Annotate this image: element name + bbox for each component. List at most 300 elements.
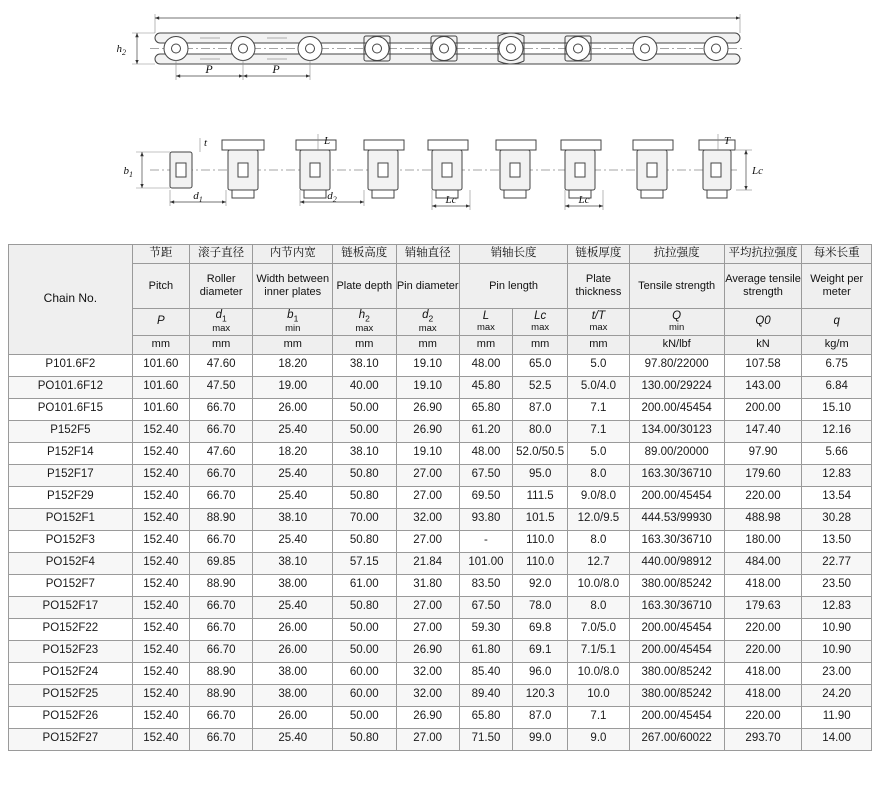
cell-value: 27.00	[396, 728, 459, 750]
cell-value: 50.00	[333, 706, 396, 728]
header-unit-tensile-strength: kN/lbf	[629, 335, 724, 354]
cell-value: 130.00/29224	[629, 376, 724, 398]
cell-value: 13.54	[802, 486, 872, 508]
table-row	[9, 728, 872, 750]
cell-chain-no: PO101.6F15	[9, 398, 133, 420]
cell-value: 110.0	[513, 530, 568, 552]
cell-value: 5.0	[568, 442, 629, 464]
cell-value: 7.1	[568, 706, 629, 728]
cell-value: 6.75	[802, 354, 872, 376]
cell-value: 18.20	[253, 354, 333, 376]
table-row	[9, 420, 872, 442]
cell-value: 5.0	[568, 354, 629, 376]
table-row	[9, 662, 872, 684]
cell-value: 152.40	[132, 486, 189, 508]
cell-chain-no: PO152F24	[9, 662, 133, 684]
cell-value: 92.0	[513, 574, 568, 596]
cell-value: 143.00	[724, 376, 802, 398]
cell-value: 484.00	[724, 552, 802, 574]
cell-value: 85.40	[459, 662, 512, 684]
cell-value: 27.00	[396, 596, 459, 618]
cell-chain-no: P101.6F2	[9, 354, 133, 376]
header-unit-pitch: mm	[132, 335, 189, 354]
cell-value: 488.98	[724, 508, 802, 530]
cell-value: 97.90	[724, 442, 802, 464]
cell-value: 69.85	[189, 552, 252, 574]
cell-value: 87.0	[513, 706, 568, 728]
cell-value: 69.8	[513, 618, 568, 640]
cell-value: 32.00	[396, 662, 459, 684]
header-row-units	[9, 335, 872, 354]
cell-value: 267.00/60022	[629, 728, 724, 750]
header-cn-pin-diameter: 销轴直径	[396, 245, 459, 264]
cell-value: 200.00	[724, 398, 802, 420]
cell-value: 19.10	[396, 376, 459, 398]
cell-value: 47.50	[189, 376, 252, 398]
cell-value: 65.80	[459, 706, 512, 728]
cell-value: 220.00	[724, 706, 802, 728]
header-cn-plate-thickness: 链板厚度	[568, 245, 629, 264]
cell-value: 101.5	[513, 508, 568, 530]
table-row	[9, 618, 872, 640]
cell-value: 9.0/8.0	[568, 486, 629, 508]
cell-chain-no: P152F17	[9, 464, 133, 486]
cell-value: 65.80	[459, 398, 512, 420]
cell-value: 25.40	[253, 464, 333, 486]
header-unit-pin-length-L: mm	[459, 335, 512, 354]
cell-value: 13.50	[802, 530, 872, 552]
cell-value: 57.15	[333, 552, 396, 574]
header-cn-pin-length: 销轴长度	[459, 245, 567, 264]
cell-value: 52.5	[513, 376, 568, 398]
cell-value: 163.30/36710	[629, 530, 724, 552]
cell-value: 418.00	[724, 684, 802, 706]
header-chain-no: Chain No.	[9, 245, 133, 355]
cell-value: 163.30/36710	[629, 596, 724, 618]
table-row	[9, 596, 872, 618]
cell-value: 12.7	[568, 552, 629, 574]
cell-value: 60.00	[333, 684, 396, 706]
label-Lc-2: Lc	[578, 194, 590, 206]
cell-chain-no: PO152F1	[9, 508, 133, 530]
header-en-pin-diameter: Pin diameter	[396, 264, 459, 309]
cell-value: 19.00	[253, 376, 333, 398]
cell-value: 9.0	[568, 728, 629, 750]
cell-chain-no: P152F29	[9, 486, 133, 508]
cell-value: 15.10	[802, 398, 872, 420]
cell-value: 80.0	[513, 420, 568, 442]
cell-value: 25.40	[253, 486, 333, 508]
cell-value: 26.90	[396, 640, 459, 662]
cell-value: 10.90	[802, 618, 872, 640]
cell-chain-no: P152F14	[9, 442, 133, 464]
cell-value: 38.10	[253, 552, 333, 574]
cell-value: 418.00	[724, 574, 802, 596]
cell-value: 38.00	[253, 662, 333, 684]
cell-value: 66.70	[189, 596, 252, 618]
cell-chain-no: PO152F26	[9, 706, 133, 728]
cell-value: 21.84	[396, 552, 459, 574]
cell-value: 66.70	[189, 486, 252, 508]
cell-value: 10.0	[568, 684, 629, 706]
cell-value: 25.40	[253, 728, 333, 750]
cell-value: 12.83	[802, 464, 872, 486]
cell-value: 32.00	[396, 508, 459, 530]
label-b1: $b_1$	[123, 165, 133, 179]
header-en-roller-diameter: Roller diameter	[189, 264, 252, 309]
top-view	[117, 14, 746, 80]
cell-value: 179.60	[724, 464, 802, 486]
table-row	[9, 354, 872, 376]
header-en-width-between-inner-plates: Width between inner plates	[253, 264, 333, 309]
cell-value: 5.66	[802, 442, 872, 464]
cell-value: 12.0/9.5	[568, 508, 629, 530]
cell-value: 50.80	[333, 486, 396, 508]
table-body	[9, 354, 872, 750]
header-sym-pin-length-L: L max	[459, 309, 512, 336]
header-sym-plate-depth: $h_2$ max	[333, 309, 396, 336]
cell-value: 101.60	[132, 354, 189, 376]
header-en-tensile-strength: Tensile strength	[629, 264, 724, 309]
cell-chain-no: PO152F22	[9, 618, 133, 640]
cell-value: 152.40	[132, 574, 189, 596]
table-row	[9, 398, 872, 420]
cell-value: 7.1	[568, 398, 629, 420]
cell-value: 7.1	[568, 420, 629, 442]
header-unit-pin-length-Lc: mm	[513, 335, 568, 354]
cell-value: 152.40	[132, 508, 189, 530]
header-sym-roller-diameter: $d_1$ max	[189, 309, 252, 336]
cell-value: 89.40	[459, 684, 512, 706]
table-row	[9, 508, 872, 530]
cell-value: 200.00/45454	[629, 486, 724, 508]
cell-chain-no: PO152F3	[9, 530, 133, 552]
cell-value: 47.60	[189, 442, 252, 464]
header-en-pitch: Pitch	[132, 264, 189, 309]
cell-value: 8.0	[568, 464, 629, 486]
cell-value: 152.40	[132, 662, 189, 684]
header-en-average-tensile-strength: Average tensile strength	[724, 264, 802, 309]
cell-chain-no: PO152F7	[9, 574, 133, 596]
header-en-plate-thickness: Plate thickness	[568, 264, 629, 309]
label-p-1: P	[205, 62, 213, 76]
header-sym-tensile-strength: Q min	[629, 309, 724, 336]
cell-value: 61.80	[459, 640, 512, 662]
header-sym-pin-length-Lc: Lc max	[513, 309, 568, 336]
cell-value: 12.16	[802, 420, 872, 442]
label-d1: $d_1$	[193, 190, 203, 204]
header-row-chinese	[9, 245, 872, 264]
cell-value: 101.60	[132, 398, 189, 420]
cell-value: 24.20	[802, 684, 872, 706]
table-row	[9, 486, 872, 508]
cell-value: 152.40	[132, 530, 189, 552]
cell-value: 134.00/30123	[629, 420, 724, 442]
cell-value: 220.00	[724, 486, 802, 508]
cell-value: 95.0	[513, 464, 568, 486]
chain-spec-table	[8, 244, 872, 751]
cell-value: 50.80	[333, 728, 396, 750]
cell-value: 19.10	[396, 354, 459, 376]
cell-value: 78.0	[513, 596, 568, 618]
cell-value: 69.50	[459, 486, 512, 508]
table-head	[9, 245, 872, 355]
cell-chain-no: PO152F23	[9, 640, 133, 662]
cell-value: 152.40	[132, 640, 189, 662]
header-sym-width-between-inner-plates: $b_1$ min	[253, 309, 333, 336]
cell-chain-no: PO101.6F12	[9, 376, 133, 398]
cell-value: 25.40	[253, 596, 333, 618]
cell-value: 152.40	[132, 706, 189, 728]
cell-value: 418.00	[724, 662, 802, 684]
cell-value: 38.00	[253, 684, 333, 706]
cell-value: 66.70	[189, 464, 252, 486]
header-row-english	[9, 264, 872, 309]
cell-value: 147.40	[724, 420, 802, 442]
cell-value: 110.0	[513, 552, 568, 574]
header-cn-plate-depth: 链板高度	[333, 245, 396, 264]
cell-value: 65.0	[513, 354, 568, 376]
cell-value: 26.00	[253, 706, 333, 728]
cell-value: 69.1	[513, 640, 568, 662]
cell-value: 59.30	[459, 618, 512, 640]
cell-value: 60.00	[333, 662, 396, 684]
cell-value: 50.80	[333, 596, 396, 618]
drawing-svg	[0, 0, 881, 238]
cell-value: 10.0/8.0	[568, 662, 629, 684]
cell-value: 179.63	[724, 596, 802, 618]
cell-chain-no: PO152F17	[9, 596, 133, 618]
cell-value: 152.40	[132, 552, 189, 574]
cell-value: 27.00	[396, 486, 459, 508]
cell-value: 111.5	[513, 486, 568, 508]
header-unit-roller-diameter: mm	[189, 335, 252, 354]
cell-value: 18.20	[253, 442, 333, 464]
cell-value: 66.70	[189, 728, 252, 750]
header-en-weight-per-meter: Weight per meter	[802, 264, 872, 309]
header-en-plate-depth: Plate depth	[333, 264, 396, 309]
header-sym-average-tensile-strength: Q0	[724, 309, 802, 336]
cell-value: 10.90	[802, 640, 872, 662]
cell-value: 38.00	[253, 574, 333, 596]
cell-value: 25.40	[253, 530, 333, 552]
cell-value: 380.00/85242	[629, 662, 724, 684]
cell-value: 50.00	[333, 420, 396, 442]
cell-value: 380.00/85242	[629, 574, 724, 596]
header-sym-pitch: P	[132, 309, 189, 336]
cell-value: 93.80	[459, 508, 512, 530]
cell-value: 200.00/45454	[629, 640, 724, 662]
cell-value: 23.50	[802, 574, 872, 596]
cell-value: 200.00/45454	[629, 398, 724, 420]
cell-value: 444.53/99930	[629, 508, 724, 530]
cell-value: 7.0/5.0	[568, 618, 629, 640]
cell-value: 26.90	[396, 706, 459, 728]
cell-value: 180.00	[724, 530, 802, 552]
cell-value: 152.40	[132, 728, 189, 750]
cell-value: 440.00/98912	[629, 552, 724, 574]
cell-value: 66.70	[189, 398, 252, 420]
cell-chain-no: P152F5	[9, 420, 133, 442]
cell-value: 11.90	[802, 706, 872, 728]
cell-value: 67.50	[459, 464, 512, 486]
header-unit-plate-depth: mm	[333, 335, 396, 354]
label-L: L	[324, 135, 331, 147]
cell-value: 99.0	[513, 728, 568, 750]
cell-chain-no: PO152F25	[9, 684, 133, 706]
chain-technical-drawing	[0, 0, 881, 238]
cell-value: 50.80	[333, 530, 396, 552]
spec-table-container	[8, 244, 872, 751]
cell-value: 61.20	[459, 420, 512, 442]
header-sym-plate-thickness: t/T max	[568, 309, 629, 336]
cell-value: 66.70	[189, 640, 252, 662]
cell-chain-no: PO152F4	[9, 552, 133, 574]
cell-value: 66.70	[189, 618, 252, 640]
cell-value: 5.0/4.0	[568, 376, 629, 398]
cell-value: 8.0	[568, 530, 629, 552]
cell-value: 152.40	[132, 684, 189, 706]
header-unit-pin-diameter: mm	[396, 335, 459, 354]
cell-chain-no: PO152F27	[9, 728, 133, 750]
cell-value: 152.40	[132, 618, 189, 640]
header-cn-width-between-inner-plates: 内节内宽	[253, 245, 333, 264]
cell-value: 50.00	[333, 618, 396, 640]
cell-value: 26.00	[253, 398, 333, 420]
cell-value: 26.00	[253, 640, 333, 662]
cell-value: 88.90	[189, 662, 252, 684]
header-sym-weight-per-meter: q	[802, 309, 872, 336]
cell-value: 66.70	[189, 420, 252, 442]
cell-value: 38.10	[333, 354, 396, 376]
header-sym-pin-diameter: $d_2$ max	[396, 309, 459, 336]
cell-value: 87.0	[513, 398, 568, 420]
label-Lc-1: Lc	[445, 194, 457, 206]
label-h2: $h_2$	[116, 43, 126, 57]
cell-value: 380.00/85242	[629, 684, 724, 706]
cell-value: 8.0	[568, 596, 629, 618]
header-unit-width-between-inner-plates: mm	[253, 335, 333, 354]
cell-value: 26.90	[396, 398, 459, 420]
header-cn-roller-diameter: 滚子直径	[189, 245, 252, 264]
cell-value: 19.10	[396, 442, 459, 464]
cell-value: 83.50	[459, 574, 512, 596]
cell-value: 48.00	[459, 354, 512, 376]
cell-value: 66.70	[189, 530, 252, 552]
cell-value: 71.50	[459, 728, 512, 750]
cell-value: 220.00	[724, 618, 802, 640]
header-cn-pitch: 节距	[132, 245, 189, 264]
cell-value: 70.00	[333, 508, 396, 530]
cell-value: 12.83	[802, 596, 872, 618]
label-Lc-right: Lc	[752, 165, 763, 177]
cell-value: -	[459, 530, 512, 552]
cell-value: 14.00	[802, 728, 872, 750]
cell-value: 52.0/50.5	[513, 442, 568, 464]
table-row	[9, 640, 872, 662]
cell-value: 31.80	[396, 574, 459, 596]
table-row	[9, 530, 872, 552]
cell-value: 101.00	[459, 552, 512, 574]
header-row-symbols	[9, 309, 872, 336]
header-cn-weight-per-meter: 每米长重	[802, 245, 872, 264]
cell-value: 61.00	[333, 574, 396, 596]
cell-value: 6.84	[802, 376, 872, 398]
label-p-2: P	[272, 62, 280, 76]
header-unit-average-tensile-strength: kN	[724, 335, 802, 354]
cell-value: 45.80	[459, 376, 512, 398]
cell-value: 48.00	[459, 442, 512, 464]
cell-value: 89.00/20000	[629, 442, 724, 464]
cell-value: 25.40	[253, 420, 333, 442]
cell-value: 120.3	[513, 684, 568, 706]
header-cn-average-tensile-strength: 平均抗拉强度	[724, 245, 802, 264]
cell-value: 88.90	[189, 574, 252, 596]
table-row	[9, 684, 872, 706]
cell-value: 26.90	[396, 420, 459, 442]
header-unit-plate-thickness: mm	[568, 335, 629, 354]
cell-value: 152.40	[132, 464, 189, 486]
cell-value: 152.40	[132, 420, 189, 442]
header-cn-tensile-strength: 抗拉强度	[629, 245, 724, 264]
header-unit-weight-per-meter: kg/m	[802, 335, 872, 354]
cell-value: 27.00	[396, 464, 459, 486]
cell-value: 50.00	[333, 640, 396, 662]
header-en-pin-length: Pin length	[459, 264, 567, 309]
cell-value: 97.80/22000	[629, 354, 724, 376]
label-t: t	[204, 137, 208, 149]
cell-value: 40.00	[333, 376, 396, 398]
cell-value: 88.90	[189, 684, 252, 706]
cell-value: 32.00	[396, 684, 459, 706]
label-T: T	[724, 135, 731, 147]
cell-value: 22.77	[802, 552, 872, 574]
cell-value: 107.58	[724, 354, 802, 376]
cell-value: 50.80	[333, 464, 396, 486]
table-row	[9, 376, 872, 398]
table-row	[9, 574, 872, 596]
cell-value: 220.00	[724, 640, 802, 662]
table-row	[9, 552, 872, 574]
cell-value: 152.40	[132, 596, 189, 618]
cell-value: 30.28	[802, 508, 872, 530]
side-view	[124, 134, 764, 210]
cell-value: 163.30/36710	[629, 464, 724, 486]
cell-value: 27.00	[396, 618, 459, 640]
cell-value: 96.0	[513, 662, 568, 684]
cell-value: 47.60	[189, 354, 252, 376]
cell-value: 27.00	[396, 530, 459, 552]
cell-value: 200.00/45454	[629, 618, 724, 640]
cell-value: 38.10	[333, 442, 396, 464]
cell-value: 88.90	[189, 508, 252, 530]
cell-value: 7.1/5.1	[568, 640, 629, 662]
cell-value: 26.00	[253, 618, 333, 640]
cell-value: 152.40	[132, 442, 189, 464]
label-d2: $d_2$	[327, 190, 337, 204]
table-row	[9, 706, 872, 728]
table-row	[9, 464, 872, 486]
cell-value: 101.60	[132, 376, 189, 398]
cell-value: 67.50	[459, 596, 512, 618]
cell-value: 66.70	[189, 706, 252, 728]
cell-value: 293.70	[724, 728, 802, 750]
cell-value: 10.0/8.0	[568, 574, 629, 596]
cell-value: 200.00/45454	[629, 706, 724, 728]
cell-value: 23.00	[802, 662, 872, 684]
table-row	[9, 442, 872, 464]
cell-value: 38.10	[253, 508, 333, 530]
